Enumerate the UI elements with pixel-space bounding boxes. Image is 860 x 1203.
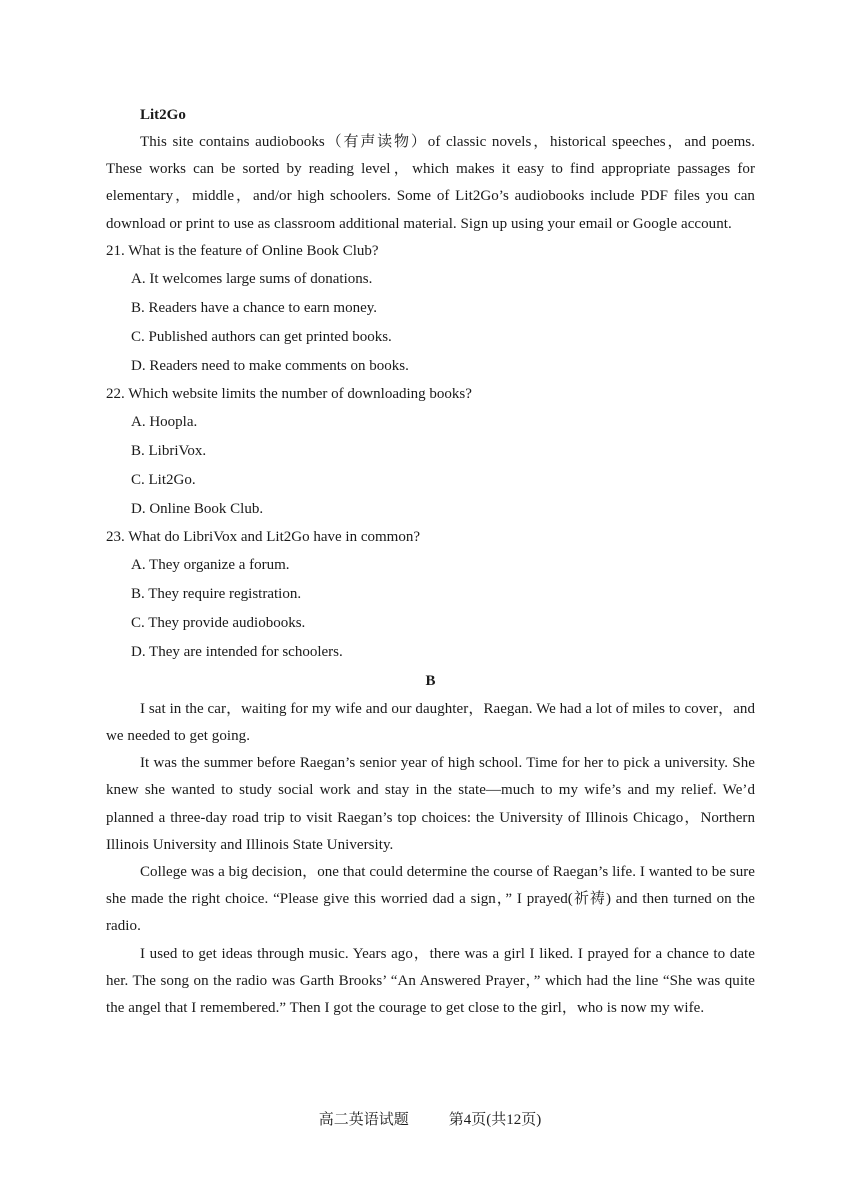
lit2go-description: This site contains audiobooks（有声读物）of classic novels，historical speeches，and poems. These works can be sorted by reading level，which makes it easy to find appropriate passages for elementary，middle，and/or high schoolers. Some of Lit2Go’s audiobooks include PDF files you can download or print to use as classroom additional material. Sign up using your email or Google account.	[106, 134, 755, 232]
section-heading: B	[425, 672, 436, 689]
lit2go-title: Lit2Go	[140, 107, 186, 123]
option-list	[106, 408, 755, 524]
passage-paragraph: I used to get ideas through music. Years ago，there was a girl I liked. I prayed for a chance to date her. The song on the radio was Garth Brooks’ “An Answered Prayer，” which had the line “She was quite the angel that I remembered.” Then I got the courage to get close to the girl，who is now my wife.	[106, 945, 755, 1017]
exam-subject: 高二英语试题	[318, 1112, 409, 1128]
lit2go-section	[106, 102, 755, 238]
question-stem: 23. What do LibriVox and Lit2Go have in common?	[106, 528, 420, 545]
question-stem: 22. Which website limits the number of downloading books?	[106, 385, 472, 402]
option-a: A. They organize a forum.	[131, 556, 290, 573]
option-c: C. Published authors can get printed books.	[131, 328, 392, 345]
option-d: D. Online Book Club.	[131, 500, 264, 517]
question-23	[106, 524, 755, 667]
option-list	[106, 551, 755, 667]
option-a: A. Hoopla.	[131, 413, 198, 430]
passage-paragraph: I sat in the car，waiting for my wife and our daughter，Raegan. We had a lot of miles to cover，and we needed to get going.	[106, 700, 755, 745]
page-number: 第4页(共12页)	[448, 1112, 542, 1128]
question-22	[106, 381, 755, 524]
question-21	[106, 238, 755, 381]
option-c: C. They provide audiobooks.	[131, 614, 306, 631]
option-b: B. They require registration.	[131, 585, 302, 602]
option-a: A. It welcomes large sums of donations.	[131, 270, 373, 287]
page-footer	[0, 1108, 860, 1132]
option-b: B. LibriVox.	[131, 442, 207, 459]
option-d: D. Readers need to make comments on books.	[131, 357, 409, 374]
passage-b	[106, 667, 755, 1022]
option-b: B. Readers have a chance to earn money.	[131, 299, 377, 316]
passage-paragraph: College was a big decision，one that could determine the course of Raegan’s life. I wanted to be sure she made the right choice. “Please give this worried dad a sign，” I prayed(祈祷) and then turned on the radio.	[106, 864, 755, 935]
option-d: D. They are intended for schoolers.	[131, 643, 343, 660]
page-content	[106, 102, 755, 1022]
question-stem: 21. What is the feature of Online Book Club?	[106, 242, 379, 259]
passage-paragraph: It was the summer before Raegan’s senior year of high school. Time for her to pick a university. She knew she wanted to study social work and stay in the state—much to my wife’s and my relief. We’d planned a three-day road trip to visit Raegan’s top choices: the University of Illinois Chicago，Northern Illinois University and Illinois State University.	[106, 755, 755, 853]
option-c: C. Lit2Go.	[131, 471, 196, 488]
option-list	[106, 265, 755, 381]
